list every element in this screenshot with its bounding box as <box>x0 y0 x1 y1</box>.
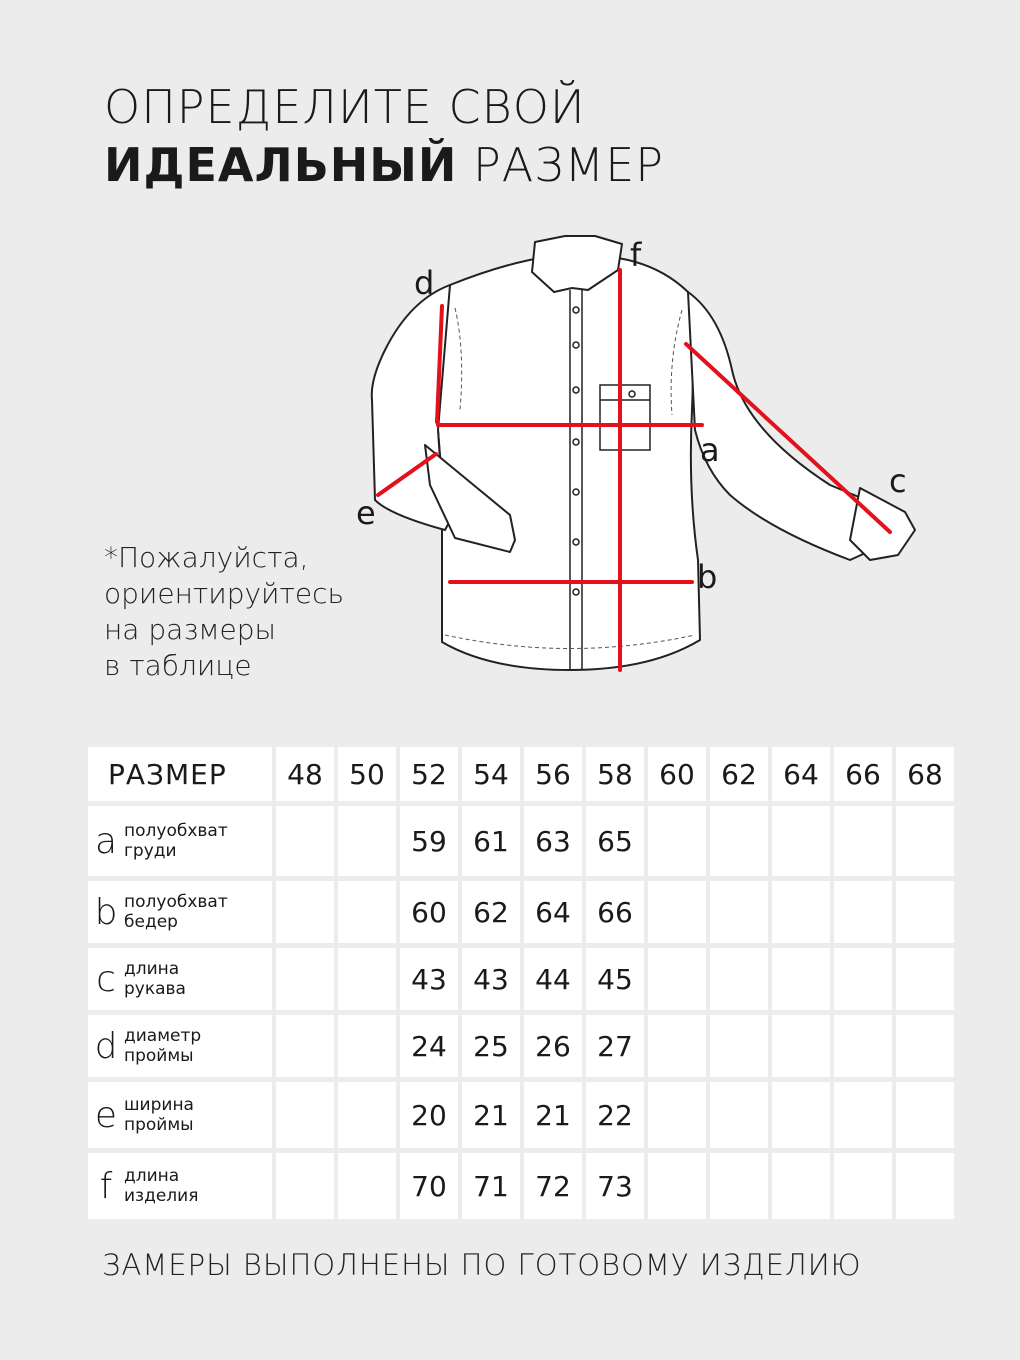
table-cell <box>710 1082 768 1148</box>
table-cell: 73 <box>586 1153 644 1219</box>
table-cell: 21 <box>524 1082 582 1148</box>
table-cell: 72 <box>524 1153 582 1219</box>
table-cell <box>648 806 706 876</box>
table-cell: 59 <box>400 806 458 876</box>
measurement-description <box>124 1095 194 1135</box>
table-cell <box>338 1153 396 1219</box>
table-cell <box>338 1015 396 1077</box>
table-cell: 25 <box>462 1015 520 1077</box>
table-cell <box>710 948 768 1010</box>
table-cell <box>834 1082 892 1148</box>
label-e: e <box>356 494 376 532</box>
table-cell <box>276 948 334 1010</box>
measurement-description <box>124 1026 201 1066</box>
label-f: f <box>630 236 642 274</box>
table-cell <box>834 948 892 1010</box>
table-cell: 43 <box>400 948 458 1010</box>
table-row <box>88 881 954 943</box>
size-header-label: РАЗМЕР <box>88 747 272 801</box>
title-rest: РАЗМЕР <box>473 138 665 192</box>
table-cell <box>338 881 396 943</box>
table-cell: 27 <box>586 1015 644 1077</box>
measurement-description <box>124 959 186 999</box>
table-cell: 64 <box>524 881 582 943</box>
table-cell <box>710 806 768 876</box>
measurement-label <box>88 892 272 933</box>
measurement-description-line-2: изделия <box>124 1186 199 1206</box>
table-cell <box>772 1082 830 1148</box>
size-column-header: 52 <box>400 747 458 801</box>
table-cell <box>710 1153 768 1219</box>
table-cell: 45 <box>586 948 644 1010</box>
table-cell: 24 <box>400 1015 458 1077</box>
table-cell <box>896 948 954 1010</box>
table-cell <box>772 1153 830 1219</box>
measurement-label-cell <box>88 1082 272 1148</box>
table-cell: 60 <box>400 881 458 943</box>
measurement-description-line-1: ширина <box>124 1095 194 1115</box>
table-cell <box>710 881 768 943</box>
measurement-description-line-2: проймы <box>124 1046 194 1066</box>
size-column-header: 54 <box>462 747 520 801</box>
label-b: b <box>697 558 718 596</box>
table-cell <box>338 948 396 1010</box>
size-column-header: 68 <box>896 747 954 801</box>
measurement-letter: d <box>94 1025 118 1067</box>
table-cell <box>338 806 396 876</box>
table-cell: 21 <box>462 1082 520 1148</box>
measurement-description <box>124 892 228 932</box>
table-cell: 20 <box>400 1082 458 1148</box>
table-cell <box>710 1015 768 1077</box>
table-cell <box>648 1082 706 1148</box>
table-cell <box>896 1082 954 1148</box>
label-a: a <box>700 431 720 469</box>
table-cell <box>648 1153 706 1219</box>
table-cell <box>772 948 830 1010</box>
shirt-illustration <box>350 230 930 690</box>
table-cell: 43 <box>462 948 520 1010</box>
measurement-description-line-2: бедер <box>124 912 178 932</box>
measurement-label <box>88 1166 272 1207</box>
measurement-description <box>124 821 228 861</box>
table-header-row <box>88 747 954 801</box>
table-cell: 61 <box>462 806 520 876</box>
measurement-letter: b <box>94 891 118 933</box>
measurement-label <box>88 1026 272 1067</box>
size-column-header: 48 <box>276 747 334 801</box>
size-column-header: 58 <box>586 747 644 801</box>
table-row <box>88 1015 954 1077</box>
table-row <box>88 1082 954 1148</box>
table-row <box>88 1153 954 1219</box>
size-column-header: 64 <box>772 747 830 801</box>
note-line-1: *Пожалуйста, <box>104 541 309 574</box>
table-cell <box>648 1015 706 1077</box>
table-cell <box>276 881 334 943</box>
table-cell <box>896 1015 954 1077</box>
measurement-description-line-2: груди <box>124 841 177 861</box>
table-cell <box>772 806 830 876</box>
measurement-description-line-2: проймы <box>124 1115 194 1135</box>
table-cell: 63 <box>524 806 582 876</box>
measurement-description-line-1: диаметр <box>124 1026 202 1046</box>
table-cell: 71 <box>462 1153 520 1219</box>
measurement-label-cell <box>88 1015 272 1077</box>
footer-note: ЗАМЕРЫ ВЫПОЛНЕНЫ ПО ГОТОВОМУ ИЗДЕЛИЮ <box>102 1248 862 1282</box>
title-line-2 <box>104 136 664 194</box>
table-cell: 70 <box>400 1153 458 1219</box>
table-cell: 44 <box>524 948 582 1010</box>
table-cell <box>834 1153 892 1219</box>
size-column-header: 62 <box>710 747 768 801</box>
table-cell <box>896 1153 954 1219</box>
measurement-description-line-1: полуобхват <box>124 892 228 912</box>
table-cell <box>276 806 334 876</box>
table-cell <box>834 881 892 943</box>
title-line-1: ОПРЕДЕЛИТЕ СВОЙ <box>104 80 586 134</box>
table-row <box>88 948 954 1010</box>
note-line-2: ориентируйтесь <box>104 577 344 610</box>
shirt-body <box>436 258 700 670</box>
table-cell: 66 <box>586 881 644 943</box>
table-cell <box>276 1015 334 1077</box>
size-table <box>84 742 958 1224</box>
size-column-header: 60 <box>648 747 706 801</box>
measurement-label-cell <box>88 881 272 943</box>
measurement-description-line-1: полуобхват <box>124 821 228 841</box>
title-bold-word: ИДЕАЛЬНЫЙ <box>104 138 458 192</box>
measurement-label-cell <box>88 948 272 1010</box>
table-cell: 22 <box>586 1082 644 1148</box>
measurement-label <box>88 821 272 862</box>
table-cell <box>772 881 830 943</box>
table-cell: 26 <box>524 1015 582 1077</box>
measurement-letter: c <box>96 958 116 1000</box>
measurement-letter: e <box>94 1094 118 1136</box>
measurement-letter: a <box>94 820 118 862</box>
measurement-label <box>88 1095 272 1136</box>
table-cell <box>834 806 892 876</box>
table-cell <box>648 948 706 1010</box>
table-cell <box>772 1015 830 1077</box>
measurement-label <box>88 959 272 1000</box>
table-row <box>88 806 954 876</box>
table-cell: 65 <box>586 806 644 876</box>
table-cell <box>834 1015 892 1077</box>
measurement-description-line-2: рукава <box>124 979 186 999</box>
measurement-description <box>124 1166 198 1206</box>
measurement-letter: f <box>99 1165 113 1207</box>
table-cell <box>276 1153 334 1219</box>
size-note <box>104 540 344 684</box>
table-cell <box>338 1082 396 1148</box>
table-cell <box>896 881 954 943</box>
table-cell: 62 <box>462 881 520 943</box>
label-d: d <box>414 264 435 302</box>
page-title <box>104 78 664 194</box>
size-column-header: 50 <box>338 747 396 801</box>
size-column-header: 56 <box>524 747 582 801</box>
size-column-header: 66 <box>834 747 892 801</box>
table-cell <box>276 1082 334 1148</box>
table-cell <box>648 881 706 943</box>
label-c: c <box>889 462 907 500</box>
measurement-label-cell <box>88 806 272 876</box>
note-line-4: в таблице <box>104 649 252 682</box>
table-cell <box>896 806 954 876</box>
note-line-3: на размеры <box>104 613 276 646</box>
measurement-label-cell <box>88 1153 272 1219</box>
measurement-description-line-1: длина <box>124 959 180 979</box>
measurement-description-line-1: длина <box>124 1166 180 1186</box>
